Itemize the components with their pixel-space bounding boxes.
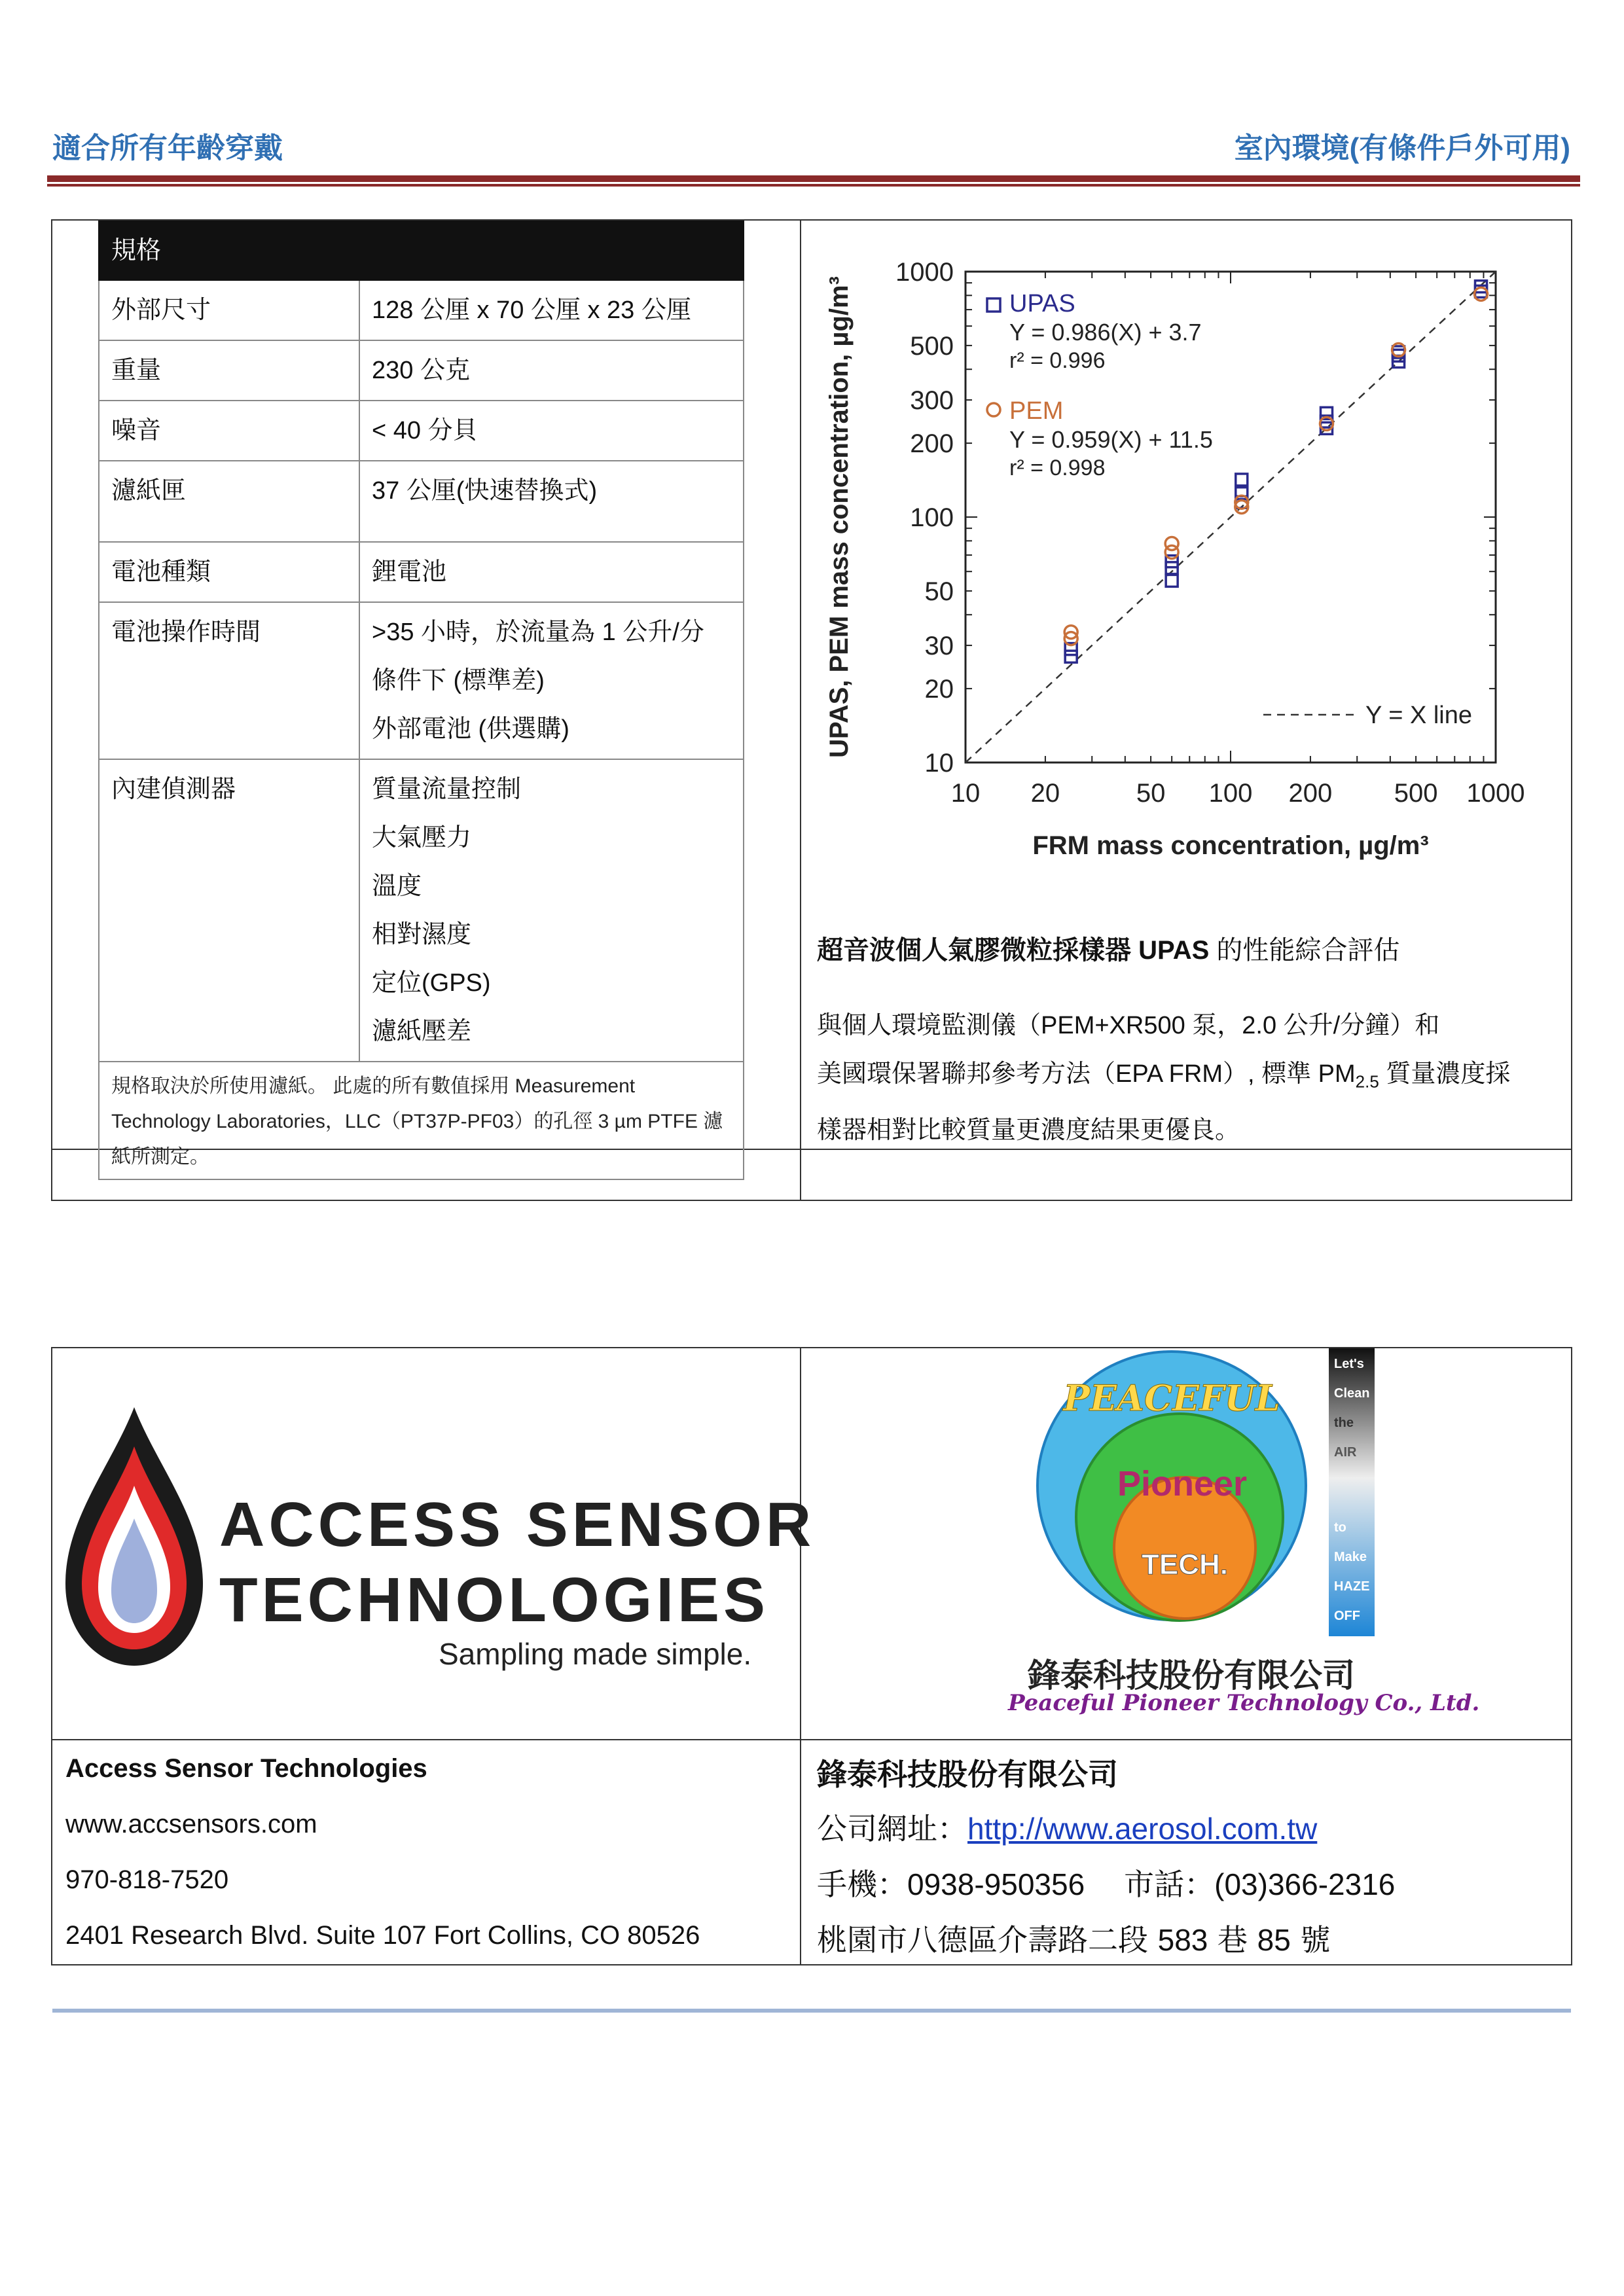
pp-website-label: 公司網址： xyxy=(817,1811,967,1846)
spec-value-line: 相對濕度 xyxy=(372,921,472,948)
y-tick-label: 20 xyxy=(924,675,954,704)
legend-upas-marker xyxy=(987,298,1000,312)
spec-row xyxy=(99,401,744,461)
header-divider-thin xyxy=(47,184,1580,187)
ast-contact-name: Access Sensor Technologies xyxy=(65,1754,427,1783)
pp-tel: (03)366-2316 xyxy=(1214,1867,1396,1901)
x-tick-label: 1000 xyxy=(1466,779,1525,808)
spec-value-line: 定位(GPS) xyxy=(372,969,491,997)
chart-description-line: 樣器相對比較質量更濃度結果更優良。 xyxy=(817,1116,1240,1144)
pp-address-part: 號 xyxy=(1290,1922,1331,1958)
spec-row xyxy=(99,759,744,1062)
chart-caption-normal: 的性能綜合評估 xyxy=(1209,936,1400,965)
legend-pem-equation: Y = 0.959(X) + 11.5 xyxy=(1009,426,1213,453)
pp-company-name-en: Peaceful Pioneer Technology Co., Ltd. xyxy=(1008,1690,1480,1716)
pp-bar-word: Let's xyxy=(1334,1357,1364,1371)
x-tick-label: 200 xyxy=(1288,779,1333,808)
pp-bar-word: OFF xyxy=(1334,1609,1360,1623)
pp-address-number: 85 xyxy=(1257,1923,1291,1957)
desc-text: 質量濃度採 xyxy=(1379,1060,1511,1088)
desc-subscript: 2.5 xyxy=(1355,1071,1379,1092)
pem-point xyxy=(1475,287,1488,300)
contact-frame-divider xyxy=(800,1347,801,1965)
spec-row xyxy=(99,542,744,602)
pp-tel-label: 市話： xyxy=(1124,1867,1215,1902)
spec-label: 電池操作時間 xyxy=(99,602,359,759)
pp-mobile-label: 手機： xyxy=(817,1867,907,1902)
legend-upas-equation: Y = 0.986(X) + 3.7 xyxy=(1009,319,1202,346)
legend-upas-label: UPAS xyxy=(1009,290,1075,317)
spec-value-line: 濾紙壓差 xyxy=(372,1018,472,1045)
scatter-chart xyxy=(812,242,1545,870)
y-tick-label: 1000 xyxy=(895,258,954,287)
peaceful-pioneer-logo xyxy=(1028,1348,1394,1649)
ast-contact-website[interactable]: www.accsensors.com xyxy=(65,1810,317,1839)
spec-label: 電池種類 xyxy=(99,542,359,602)
spec-note-row xyxy=(99,1062,744,1179)
spec-row xyxy=(99,602,744,759)
y-tick-label: 100 xyxy=(910,503,954,532)
chart-caption xyxy=(817,929,1399,967)
footer-rule xyxy=(52,2009,1571,2013)
spec-table xyxy=(98,221,744,1180)
y-tick-label: 200 xyxy=(910,429,954,459)
x-axis-label: FRM mass concentration, µg/m³ xyxy=(1032,831,1429,860)
x-tick-label: 10 xyxy=(950,779,981,808)
y-tick-label: 300 xyxy=(910,386,954,416)
ast-contact-phone: 970-818-7520 xyxy=(65,1865,229,1894)
pp-address-number: 583 xyxy=(1157,1923,1208,1957)
spec-label: 濾紙匣 xyxy=(99,461,359,542)
chart-caption-bold: 超音波個人氣膠微粒採樣器 UPAS xyxy=(817,936,1210,965)
ast-contact-address: 2401 Research Blvd. Suite 107 Fort Collins, CO 80526 xyxy=(65,1921,700,1950)
pp-address-part: 巷 xyxy=(1208,1922,1257,1958)
spec-value-line: 質量流量控制 xyxy=(372,776,522,803)
ast-flame-logo xyxy=(65,1407,203,1669)
upas-point xyxy=(1166,575,1178,586)
spec-value-line: >35 小時，於流量為 1 公升/分 xyxy=(372,619,704,646)
y-axis-label: UPAS, PEM mass concentration, µg/m³ xyxy=(825,276,854,758)
ast-logo-tagline: Sampling made simple. xyxy=(439,1637,752,1671)
contact-frame-row-divider xyxy=(51,1739,1572,1740)
pp-mobile: 0938-950356 xyxy=(907,1867,1085,1901)
y-tick-label: 50 xyxy=(924,577,954,606)
spec-row xyxy=(99,340,744,401)
pp-logo-word2: Pioneer xyxy=(1117,1464,1248,1503)
pp-website-link[interactable]: http://www.aerosol.com.tw xyxy=(967,1812,1318,1846)
spec-value-line: 條件下 (標準差) xyxy=(372,667,545,694)
spec-value xyxy=(359,602,744,759)
x-tick-label: 50 xyxy=(1136,779,1166,808)
spec-value-line: 大氣壓力 xyxy=(372,824,472,852)
x-tick-label: 500 xyxy=(1394,779,1438,808)
pp-logo-word1: PEACEFUL xyxy=(1063,1377,1280,1419)
pp-company-name: 鋒泰科技股份有限公司 xyxy=(1028,1657,1355,1694)
pp-contact-phone-row xyxy=(817,1861,1395,1904)
pp-contact-address xyxy=(817,1916,1330,1960)
spec-value: 230 公克 xyxy=(359,340,744,401)
y-tick-label: 30 xyxy=(924,632,954,661)
pp-logo-word3: TECH. xyxy=(1142,1549,1228,1581)
pem-point xyxy=(1165,537,1178,550)
x-tick-label: 100 xyxy=(1208,779,1253,808)
y-tick-label: 500 xyxy=(910,331,954,361)
spec-row xyxy=(99,280,744,340)
spec-value-line: 溫度 xyxy=(372,872,422,900)
chart-description xyxy=(817,1001,1570,1155)
pp-contact-website-row xyxy=(817,1805,1317,1848)
header-divider xyxy=(47,175,1580,182)
desc-text: 美國環保署聯邦參考方法（EPA FRM）, 標準 PM xyxy=(817,1060,1356,1088)
spec-label: 噪音 xyxy=(99,401,359,461)
spec-label: 外部尺寸 xyxy=(99,280,359,340)
ast-logo-line2: TECHNOLOGIES xyxy=(219,1565,770,1635)
pp-address-part: 桃園市八德區介壽路二段 xyxy=(817,1922,1158,1958)
pp-bar-word: Make xyxy=(1334,1550,1367,1564)
upas-point xyxy=(1236,474,1248,486)
legend-pem-r2: r² = 0.998 xyxy=(1009,456,1106,480)
y-tick-label: 10 xyxy=(924,749,954,778)
legend-ref-label: Y = X line xyxy=(1365,702,1473,729)
spec-label: 內建偵測器 xyxy=(99,759,359,1062)
ast-logo-line1: ACCESS SENSOR xyxy=(219,1490,816,1560)
legend-upas-r2: r² = 0.996 xyxy=(1009,348,1106,373)
x-tick-label: 20 xyxy=(1030,779,1060,808)
chart-description-line xyxy=(817,1050,1570,1106)
spec-frame-divider xyxy=(800,219,801,1201)
spec-title: 規格 xyxy=(99,221,744,280)
spec-note: 規格取決於所使用濾紙。 此處的所有數值採用 Measurement Technology Laboratories，LLC（PT37P-PF03）的孔徑 3 µm PTFE 濾紙所測定。 xyxy=(99,1062,744,1179)
legend-pem-marker xyxy=(987,403,1000,416)
legend-pem-label: PEM xyxy=(1009,397,1064,425)
spec-value: < 40 分貝 xyxy=(359,401,744,461)
spec-value xyxy=(359,759,744,1062)
pp-contact-name: 鋒泰科技股份有限公司 xyxy=(817,1757,1118,1792)
spec-row xyxy=(99,461,744,542)
pp-bar-word: the xyxy=(1334,1416,1354,1430)
spec-label: 重量 xyxy=(99,340,359,401)
pp-bar-word: Clean xyxy=(1334,1386,1370,1401)
spec-value-line: 外部電池 (供選購) xyxy=(372,715,569,743)
header-right-title: 室內環境(有條件戶外可用) xyxy=(1234,132,1570,164)
header-left-title: 適合所有年齡穿戴 xyxy=(52,132,283,164)
pp-bar-word: AIR xyxy=(1334,1445,1357,1460)
chart-description-line: 與個人環境監測儀（PEM+XR500 泵，2.0 公升/分鐘）和 xyxy=(817,1012,1440,1039)
upas-point xyxy=(1065,651,1077,662)
pp-bar-word: HAZE xyxy=(1334,1579,1370,1594)
pp-bar-word: to xyxy=(1334,1520,1346,1535)
spec-value: 鋰電池 xyxy=(359,542,744,602)
spec-value: 128 公厘 x 70 公厘 x 23 公厘 xyxy=(359,280,744,340)
spec-value: 37 公厘(快速替換式) xyxy=(359,461,744,542)
